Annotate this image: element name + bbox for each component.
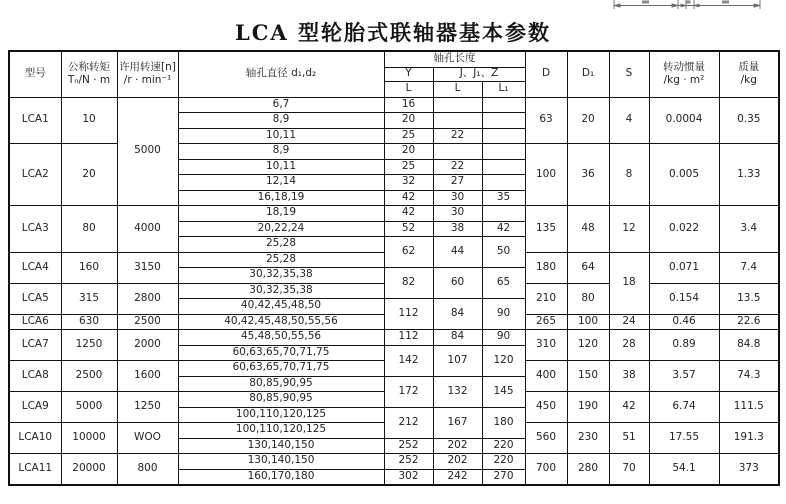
cell-inertia: 0.89 (649, 330, 719, 361)
cell-speed: 2800 (117, 283, 178, 314)
cell-bore: 45,48,50,55,56 (178, 330, 384, 346)
cell-mass: 111.5 (719, 392, 779, 423)
col-header-bore-length-group: 轴孔长度 (384, 51, 525, 67)
cell-bore: 80,85,90,95 (178, 392, 384, 408)
cell-inertia: 3.57 (649, 361, 719, 392)
cell-j-l: 167 (433, 407, 482, 438)
cell-inertia: 0.022 (649, 206, 719, 253)
cell-d: 135 (525, 206, 567, 253)
cell-speed: WOO (117, 423, 178, 454)
cell-torque: 2500 (61, 361, 117, 392)
cell-bore: 8,9 (178, 113, 384, 129)
col-header-mass-line2: /kg (740, 74, 757, 87)
cell-mass: 7.4 (719, 252, 779, 283)
cell-speed: 3150 (117, 252, 178, 283)
cell-torque: 10 (61, 97, 117, 144)
table-row (9, 97, 779, 113)
cell-inertia: 0.005 (649, 144, 719, 206)
cell-d1: 80 (567, 283, 609, 314)
cell-bore: 60,63,65,70,71,75 (178, 345, 384, 361)
cell-bore: 130,140,150 (178, 438, 384, 454)
cell-model: LCA8 (9, 361, 61, 392)
col-header-mass-line1: 质量 (738, 61, 760, 74)
cell-y-l: 142 (384, 345, 433, 376)
cell-bore: 30,32,35,38 (178, 283, 384, 299)
cell-d1: 20 (567, 97, 609, 144)
col-header-y-l: L (384, 81, 433, 97)
cell-l1 (482, 128, 525, 144)
cell-speed: 5000 (117, 97, 178, 206)
col-header-inertia-line1: 转动惯量 (663, 61, 706, 74)
cell-d: 210 (525, 283, 567, 314)
cell-bore: 160,170,180 (178, 469, 384, 485)
cell-y-l: 252 (384, 438, 433, 454)
cell-s: 28 (609, 330, 649, 361)
cell-s: 8 (609, 144, 649, 206)
cell-model: LCA6 (9, 314, 61, 330)
cell-j-l (433, 144, 482, 160)
cell-l1 (482, 97, 525, 113)
cell-inertia: 0.0004 (649, 97, 719, 144)
cell-s: 18 (609, 252, 649, 314)
cell-d: 63 (525, 97, 567, 144)
cell-s: 4 (609, 97, 649, 144)
cell-bore: 100,110,120,125 (178, 423, 384, 439)
cell-d1: 230 (567, 423, 609, 454)
dimension-drawing-fragment (608, 0, 778, 11)
table-row (9, 206, 779, 222)
cell-bore: 10,11 (178, 128, 384, 144)
cell-bore: 16,18,19 (178, 190, 384, 206)
cell-bore: 18,19 (178, 206, 384, 222)
col-header-y: Y (384, 67, 433, 81)
cell-model: LCA5 (9, 283, 61, 314)
cell-torque: 315 (61, 283, 117, 314)
cell-d: 700 (525, 454, 567, 485)
cell-torque: 20000 (61, 454, 117, 485)
cell-speed: 800 (117, 454, 178, 485)
cell-bore: 40,42,45,48,50,55,56 (178, 314, 384, 330)
cell-y-l: 62 (384, 237, 433, 268)
cell-model: LCA11 (9, 454, 61, 485)
cell-l1: 180 (482, 407, 525, 438)
cell-y-l: 32 (384, 175, 433, 191)
cell-bore: 40,42,45,48,50 (178, 299, 384, 315)
cell-l1: 220 (482, 454, 525, 470)
cell-l1: 90 (482, 299, 525, 330)
cell-torque: 10000 (61, 423, 117, 454)
cell-y-l: 42 (384, 190, 433, 206)
cell-inertia: 0.46 (649, 314, 719, 330)
col-header-torque (61, 51, 117, 97)
cell-model: LCA10 (9, 423, 61, 454)
cell-speed: 2500 (117, 314, 178, 330)
cell-l1: 270 (482, 469, 525, 485)
table-row (9, 454, 779, 470)
cell-bore: 8,9 (178, 144, 384, 160)
cell-model: LCA2 (9, 144, 61, 206)
page-title: LCA 型轮胎式联轴器基本参数 (234, 20, 552, 45)
cell-mass: 3.4 (719, 206, 779, 253)
cell-j-l (433, 113, 482, 129)
col-header-j-l: L (433, 81, 482, 97)
cell-s: 12 (609, 206, 649, 253)
cell-d1: 120 (567, 330, 609, 361)
cell-y-l: 20 (384, 113, 433, 129)
cell-s: 70 (609, 454, 649, 485)
cell-j-l: 22 (433, 128, 482, 144)
cell-bore: 60,63,65,70,71,75 (178, 361, 384, 377)
col-header-inertia (649, 51, 719, 97)
col-header-d1: D₁ (567, 51, 609, 97)
cell-inertia: 6.74 (649, 392, 719, 423)
cell-l1: 50 (482, 237, 525, 268)
cell-l1 (482, 206, 525, 222)
cell-d1: 280 (567, 454, 609, 485)
cell-mass: 22.6 (719, 314, 779, 330)
cell-j-l: 242 (433, 469, 482, 485)
cell-model: LCA7 (9, 330, 61, 361)
cell-j-l: 22 (433, 159, 482, 175)
cell-y-l: 25 (384, 159, 433, 175)
cell-speed: 4000 (117, 206, 178, 253)
cell-model: LCA1 (9, 97, 61, 144)
cell-bore: 100,110,120,125 (178, 407, 384, 423)
cell-y-l: 52 (384, 221, 433, 237)
cell-y-l: 16 (384, 97, 433, 113)
col-header-d: D (525, 51, 567, 97)
cell-speed: 1250 (117, 392, 178, 423)
cell-s: 51 (609, 423, 649, 454)
col-header-torque-line2: Tₙ/N · m (67, 74, 111, 87)
cell-l1: 42 (482, 221, 525, 237)
cell-l1: 35 (482, 190, 525, 206)
cell-j-l (433, 97, 482, 113)
cell-torque: 630 (61, 314, 117, 330)
col-header-l1: L₁ (482, 81, 525, 97)
cell-d: 265 (525, 314, 567, 330)
cell-y-l: 112 (384, 299, 433, 330)
cell-bore: 20,22,24 (178, 221, 384, 237)
cell-j-l: 202 (433, 438, 482, 454)
cell-mass: 0.35 (719, 97, 779, 144)
cell-model: LCA3 (9, 206, 61, 253)
cell-d1: 48 (567, 206, 609, 253)
col-header-jjz: J、J₁、Z (433, 67, 525, 81)
cell-d1: 100 (567, 314, 609, 330)
cell-s: 38 (609, 361, 649, 392)
cell-j-l: 202 (433, 454, 482, 470)
coupling-parameters-table (8, 50, 780, 486)
cell-inertia: 17.55 (649, 423, 719, 454)
cell-d: 400 (525, 361, 567, 392)
cell-bore: 10,11 (178, 159, 384, 175)
col-header-inertia-line2: /kg · m² (663, 74, 705, 87)
cell-d: 100 (525, 144, 567, 206)
col-header-mass (719, 51, 779, 97)
cell-l1 (482, 159, 525, 175)
cell-speed: 2000 (117, 330, 178, 361)
cell-mass: 74.3 (719, 361, 779, 392)
cell-d: 560 (525, 423, 567, 454)
cell-d1: 64 (567, 252, 609, 283)
cell-l1: 120 (482, 345, 525, 376)
cell-d: 310 (525, 330, 567, 361)
cell-y-l: 252 (384, 454, 433, 470)
cell-bore: 130,140,150 (178, 454, 384, 470)
cell-model: LCA9 (9, 392, 61, 423)
cell-j-l: 107 (433, 345, 482, 376)
cell-s: 42 (609, 392, 649, 423)
cell-l1: 145 (482, 376, 525, 407)
cell-mass: 13.5 (719, 283, 779, 314)
cell-j-l: 84 (433, 330, 482, 346)
col-header-torque-line1: 公称转矩 (68, 61, 110, 74)
col-header-speed (117, 51, 178, 97)
col-header-model: 型号 (9, 51, 61, 97)
cell-y-l: 212 (384, 407, 433, 438)
cell-d1: 190 (567, 392, 609, 423)
cell-y-l: 42 (384, 206, 433, 222)
cell-l1 (482, 144, 525, 160)
cell-j-l: 30 (433, 206, 482, 222)
cell-y-l: 172 (384, 376, 433, 407)
cell-l1: 90 (482, 330, 525, 346)
cell-j-l: 38 (433, 221, 482, 237)
cell-l1 (482, 175, 525, 191)
col-header-bore-diameter: 轴孔直径 d₁,d₂ (178, 51, 384, 97)
cell-s: 24 (609, 314, 649, 330)
cell-y-l: 112 (384, 330, 433, 346)
cell-j-l: 132 (433, 376, 482, 407)
cell-bore: 30,32,35,38 (178, 268, 384, 284)
table-row (9, 330, 779, 346)
cell-j-l: 60 (433, 268, 482, 299)
cell-inertia: 54.1 (649, 454, 719, 485)
cell-speed: 1600 (117, 361, 178, 392)
cell-torque: 5000 (61, 392, 117, 423)
cell-bore: 6,7 (178, 97, 384, 113)
cell-y-l: 25 (384, 128, 433, 144)
cell-torque: 20 (61, 144, 117, 206)
col-header-speed-line2: /r · min⁻¹ (123, 74, 172, 87)
cell-mass: 373 (719, 454, 779, 485)
cell-d: 450 (525, 392, 567, 423)
cell-inertia: 0.154 (649, 283, 719, 314)
cell-l1: 65 (482, 268, 525, 299)
cell-d: 180 (525, 252, 567, 283)
cell-bore: 12,14 (178, 175, 384, 191)
cell-mass: 191.3 (719, 423, 779, 454)
col-header-s: S (609, 51, 649, 97)
cell-torque: 80 (61, 206, 117, 253)
cell-j-l: 27 (433, 175, 482, 191)
cell-j-l: 30 (433, 190, 482, 206)
cell-y-l: 302 (384, 469, 433, 485)
cell-d1: 36 (567, 144, 609, 206)
cell-j-l: 84 (433, 299, 482, 330)
cell-model: LCA4 (9, 252, 61, 283)
cell-mass: 84.8 (719, 330, 779, 361)
cell-bore: 25,28 (178, 252, 384, 268)
cell-torque: 160 (61, 252, 117, 283)
cell-inertia: 0.071 (649, 252, 719, 283)
cell-torque: 1250 (61, 330, 117, 361)
cell-mass: 1.33 (719, 144, 779, 206)
cell-j-l: 44 (433, 237, 482, 268)
cell-l1: 220 (482, 438, 525, 454)
cell-d1: 150 (567, 361, 609, 392)
cell-bore: 25,28 (178, 237, 384, 253)
cell-y-l: 82 (384, 268, 433, 299)
cell-y-l: 20 (384, 144, 433, 160)
cell-l1 (482, 113, 525, 129)
col-header-speed-line1: 许用转速[n] (119, 61, 176, 74)
cell-bore: 80,85,90,95 (178, 376, 384, 392)
